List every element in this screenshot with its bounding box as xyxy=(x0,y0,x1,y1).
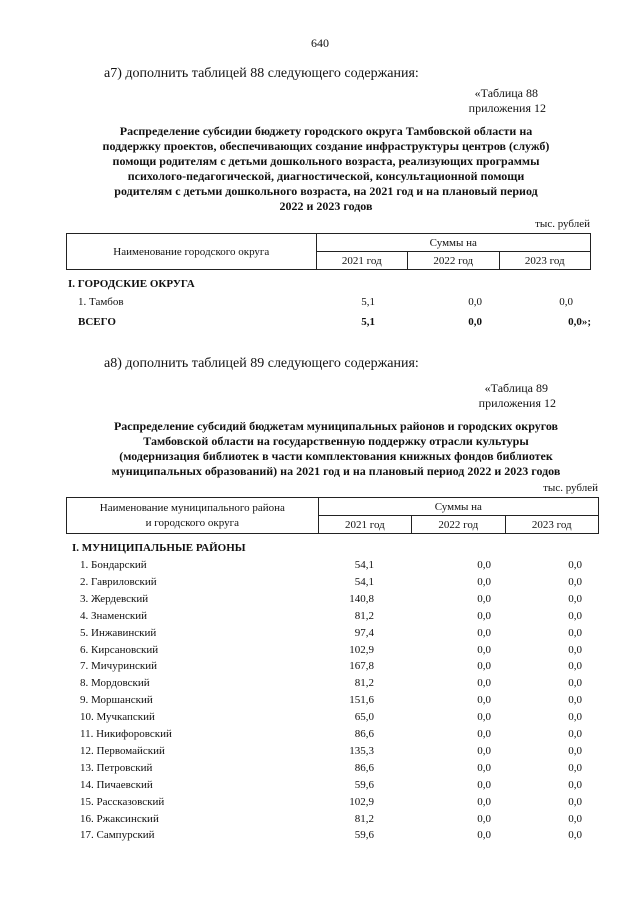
row-value-2022: 0,0 xyxy=(477,728,491,740)
row-value-2022: 0,0 xyxy=(477,744,491,757)
row-value-2022: 0,0 xyxy=(477,626,491,639)
row-value-2022: 0,0 xyxy=(477,609,491,622)
header-year-2023: 2023 год xyxy=(499,252,591,270)
header-year-2022: 2022 год xyxy=(412,516,505,534)
table-88-header xyxy=(66,233,591,270)
row-name: 16. Ржаксинский xyxy=(80,812,159,825)
total-value-2021: 5,1 xyxy=(361,316,375,328)
table-row xyxy=(0,625,640,642)
header-year-2022: 2022 год xyxy=(408,252,499,270)
row-name: 9. Моршанский xyxy=(80,694,153,707)
row-value-2023: 0,0 xyxy=(568,812,582,825)
row-value-2021: 59,6 xyxy=(354,778,374,791)
header-name-col xyxy=(67,498,319,534)
row-value-2023: 0,0 xyxy=(568,677,582,690)
total-value-2022: 0,0 xyxy=(468,316,482,328)
total-value-2023: 0,0»; xyxy=(568,316,591,328)
row-value-2023: 0,0 xyxy=(568,559,582,571)
row-value-2021: 5,1 xyxy=(361,296,375,308)
row-value-2022: 0,0 xyxy=(477,660,491,673)
row-name: 12. Первомайский xyxy=(80,744,165,757)
title-line: Распределение субсидии бюджету городского округа Тамбовской области на xyxy=(119,124,533,138)
title-line: поддержку проектов, обеспечивающих создание инфраструктуры центров (служб) xyxy=(102,139,550,153)
table-ref-line: «Таблица 88 xyxy=(474,86,538,100)
row-value-2022: 0,0 xyxy=(477,677,491,690)
row-value-2021: 86,6 xyxy=(354,728,374,740)
table-row xyxy=(0,709,640,726)
row-value-2021: 151,6 xyxy=(349,694,374,707)
section-heading: I. МУНИЦИПАЛЬНЫЕ РАЙОНЫ xyxy=(72,542,246,554)
page-number: 640 xyxy=(311,36,329,50)
table-88-reference xyxy=(400,86,546,116)
row-value-2021: 81,2 xyxy=(354,677,374,690)
header-name-col: Наименование городского округа xyxy=(67,234,317,270)
row-value-2022: 0,0 xyxy=(477,778,491,791)
table-row xyxy=(0,726,640,743)
row-name: 4. Знаменский xyxy=(80,609,148,622)
table-row xyxy=(0,675,640,692)
instruction-a7: а7) дополнить таблицей 88 следующего содержания: xyxy=(104,66,419,81)
table-row xyxy=(0,811,640,828)
row-value-2022: 0,0 xyxy=(477,592,491,605)
table-ref-line: приложения 12 xyxy=(468,101,546,115)
row-value-2022: 0,0 xyxy=(477,559,491,571)
row-name: 15. Рассказовский xyxy=(80,795,165,808)
title-line: родителям с детьми дошкольного возраста, на 2021 год и на плановый период xyxy=(114,184,538,198)
row-value-2021: 81,2 xyxy=(354,812,374,825)
header-name-line: и городского округа xyxy=(145,516,240,529)
row-value-2021: 54,1 xyxy=(354,559,374,571)
row-value-2023: 0,0 xyxy=(568,609,582,622)
table-row xyxy=(0,658,640,675)
row-value-2021: 102,9 xyxy=(349,795,374,808)
table-row xyxy=(0,827,640,844)
table-row xyxy=(0,608,640,625)
row-value-2023: 0,0 xyxy=(568,626,582,639)
row-value-2023: 0,0 xyxy=(568,829,582,842)
table-row xyxy=(0,794,640,811)
table-ref-line: «Таблица 89 xyxy=(484,381,548,395)
row-name: 8. Мордовский xyxy=(80,677,150,690)
row-value-2022: 0,0 xyxy=(477,829,491,842)
row-value-2021: 167,8 xyxy=(349,660,374,673)
title-line: психолого-педагогической, диагностической, консультационной помощи xyxy=(127,169,525,183)
row-name: 2. Гавриловский xyxy=(80,575,157,588)
row-value-2023: 0,0 xyxy=(568,778,582,791)
row-value-2023: 0,0 xyxy=(568,744,582,757)
row-value-2022: 0,0 xyxy=(477,795,491,808)
row-value-2021: 135,3 xyxy=(349,744,374,757)
table-ref-line: приложения 12 xyxy=(478,396,556,410)
row-value-2021: 54,1 xyxy=(354,575,374,588)
row-value-2022: 0,0 xyxy=(477,812,491,825)
title-line: 2022 и 2023 годов xyxy=(279,199,373,213)
row-value-2023: 0,0 xyxy=(568,711,582,724)
row-name: 13. Петровский xyxy=(80,761,153,774)
row-value-2021: 140,8 xyxy=(349,592,374,605)
table-89-header xyxy=(66,497,599,534)
table-88-title xyxy=(60,124,592,214)
row-value-2023: 0,0 xyxy=(568,643,582,656)
row-value-2022: 0,0 xyxy=(477,761,491,774)
table-row xyxy=(0,642,640,659)
table-row xyxy=(0,692,640,709)
total-row xyxy=(0,314,640,331)
unit-label: тыс. рублей xyxy=(543,482,598,494)
row-name: 7. Мичуринский xyxy=(80,660,157,673)
header-sums: Суммы на xyxy=(316,234,590,252)
row-value-2021: 59,6 xyxy=(354,829,374,842)
table-row xyxy=(0,294,640,311)
row-value-2021: 102,9 xyxy=(349,643,374,656)
title-line: муниципальных образований) на 2021 год и на плановый период 2022 и 2023 годов xyxy=(111,464,561,478)
unit-label: тыс. рублей xyxy=(535,218,590,230)
table-row xyxy=(0,743,640,760)
row-name: 1. Тамбов xyxy=(78,296,124,308)
row-value-2023: 0,0 xyxy=(568,575,582,588)
row-name: 6. Кирсановский xyxy=(80,643,159,656)
table-row xyxy=(0,557,640,574)
row-value-2022: 0,0 xyxy=(477,575,491,588)
row-name: 11. Никифоровский xyxy=(80,728,172,740)
title-line: (модернизация библиотек в части комплектования книжных фондов библиотек xyxy=(119,449,553,463)
row-value-2021: 86,6 xyxy=(354,761,374,774)
table-row xyxy=(0,760,640,777)
row-value-2022: 0,0 xyxy=(477,694,491,707)
table-row xyxy=(0,591,640,608)
table-row xyxy=(0,574,640,591)
row-name: 1. Бондарский xyxy=(80,559,147,571)
row-value-2023: 0,0 xyxy=(568,728,582,740)
header-year-2021: 2021 год xyxy=(316,252,407,270)
row-value-2023: 0,0 xyxy=(568,795,582,808)
row-name: 10. Мучкапский xyxy=(80,711,155,724)
header-year-2023: 2023 год xyxy=(505,516,598,534)
header-year-2021: 2021 год xyxy=(318,516,411,534)
row-value-2023: 0,0 xyxy=(568,694,582,707)
title-line: помощи родителям с детьми дошкольного возраста, реализующих программы xyxy=(112,154,540,168)
total-label: ВСЕГО xyxy=(78,316,116,328)
title-line: Тамбовской области на государственную поддержку отрасли культуры xyxy=(143,434,529,448)
row-value-2023: 0,0 xyxy=(568,761,582,774)
row-value-2023: 0,0 xyxy=(559,296,573,308)
row-value-2023: 0,0 xyxy=(568,660,582,673)
header-name-line: Наименование муниципального района xyxy=(99,501,285,514)
table-89-title xyxy=(60,419,612,479)
row-value-2023: 0,0 xyxy=(568,592,582,605)
title-line: Распределение субсидий бюджетам муниципальных районов и городских округов xyxy=(113,419,559,433)
row-value-2022: 0,0 xyxy=(468,296,482,308)
table-89-reference xyxy=(410,381,556,411)
row-name: 17. Сампурский xyxy=(80,829,155,842)
row-name: 5. Инжавинский xyxy=(80,626,157,639)
table-row xyxy=(0,777,640,794)
row-value-2022: 0,0 xyxy=(477,643,491,656)
row-name: 3. Жердевский xyxy=(80,592,149,605)
row-value-2021: 65,0 xyxy=(354,711,374,724)
row-value-2021: 97,4 xyxy=(354,626,374,639)
instruction-a8: а8) дополнить таблицей 89 следующего содержания: xyxy=(104,356,419,371)
header-sums: Суммы на xyxy=(318,498,598,516)
row-value-2021: 81,2 xyxy=(354,609,374,622)
section-heading: I. ГОРОДСКИЕ ОКРУГА xyxy=(68,278,195,290)
row-name: 14. Пичаевский xyxy=(80,778,153,791)
row-value-2022: 0,0 xyxy=(477,711,491,724)
